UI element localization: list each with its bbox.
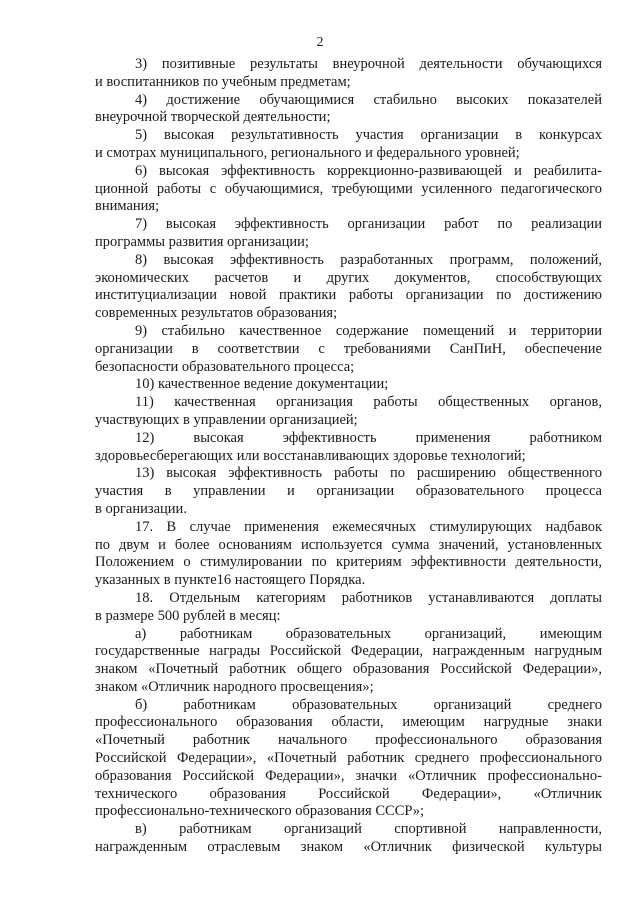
list-item-3 [95,56,602,92]
list-item-9 [95,323,602,376]
list-item-10 [95,376,602,394]
text-line: награжденным отраслевым знаком «Отличник физической культуры [95,839,602,856]
text-line: знаком «Отличник народного просвещения»; [95,678,374,695]
clause-17 [95,519,602,590]
list-item-6 [95,163,602,216]
text-line: 4) достижение обучающимися стабильно высоких показателей [135,91,602,108]
text-line: внимания; [95,198,160,215]
text-line: 7) высокая эффективность организации работ по реализации [135,216,602,233]
list-item-11 [95,394,602,430]
text-line: участия в управлении и организации образовательного процесса [95,483,602,500]
text-line: и воспитанников по учебным предметам; [95,73,351,90]
text-line: указанных в пункте16 настоящего Порядка. [95,572,366,589]
text-line: Положением о стимулировании по критериям эффективности деятельности, [95,554,602,571]
text-line: внеурочной творческой деятельности; [95,109,331,126]
document-body [95,56,602,857]
text-line: профессионального образования области, имеющим нагрудные знаки [95,714,602,731]
text-line: современных результатов образования; [95,305,338,322]
text-line: организации в соответствии с требованиями СанПиН, обеспечение [95,340,602,357]
text-line: а) работникам образовательных организаций, имеющим [135,625,602,642]
list-item-5 [95,127,602,163]
text-line: программы развития организации; [95,233,309,250]
text-line: 13) высокая эффективность работы по расширению общественного [135,465,602,482]
text-line: 17. В случае применения ежемесячных стимулирующих надбавок [135,518,602,535]
text-line: экономических расчетов и других документов, способствующих [95,269,602,286]
text-line: ционной работы с обучающимися, требующими усиленного педагогического [95,180,602,197]
text-line: институциализации новой практики работы организации по достижению [95,287,602,304]
text-line: 8) высокая эффективность разработанных программ, положений, [135,251,602,268]
text-line: по двум и более основаниям используется сумма значений, установленных [95,536,602,553]
text-line: в размере 500 рублей в месяц: [95,607,281,624]
text-line: 5) высокая результативность участия организации в конкурсах [135,127,602,144]
list-item-7 [95,216,602,252]
text-line: «Почетный работник начального профессионального образования [95,732,602,749]
text-line: 18. Отдельным категориям работников устанавливаются доплаты [135,589,602,606]
text-line: 11) качественная организация работы общественных органов, [135,394,602,411]
text-line: государственные награды Российской Федерации, награжденным нагрудным [95,643,602,660]
text-line: 12) высокая эффективность применения работником [135,429,602,446]
list-item-8 [95,252,602,323]
text-line: 3) позитивные результаты внеурочной деятельности обучающихся [135,56,602,72]
text-line: технического образования Российской Федерации», «Отличник [95,785,602,802]
text-line: в) работникам организаций спортивной направленности, [135,821,602,838]
text-line: образования Российской Федерации», значки «Отличник профессионально- [95,767,602,784]
subclause-a [95,626,602,697]
text-line: в организации. [95,500,187,517]
text-line: 6) высокая эффективность коррекционно-развивающей и реабилита- [135,162,602,179]
text-line: знаком «Почетный работник общего образования Российской Федерации», [95,661,602,678]
text-line: 9) стабильно качественное содержание помещений и территории [135,322,602,339]
text-line: Российской Федерации», «Почетный работник среднего профессионального [95,750,602,767]
text-line: профессионально-технического образования СССР»; [95,803,425,820]
list-item-4 [95,92,602,128]
text-line: б) работникам образовательных организаций среднего [135,696,602,713]
subclause-v [95,821,602,857]
text-line: безопасности образовательного процесса; [95,358,355,375]
text-line: и смотрах муниципального, регионального и федерального уровней; [95,144,520,161]
clause-18 [95,590,602,626]
text-line: 10) качественное ведение документации; [135,376,389,393]
list-item-13 [95,465,602,518]
list-item-12 [95,430,602,466]
text-line: здоровьесберегающих или восстанавливающих здоровье технологий; [95,447,526,464]
page-number: 2 [316,35,324,50]
subclause-b [95,697,602,822]
text-line: участвующих в управлении организацией; [95,411,358,428]
